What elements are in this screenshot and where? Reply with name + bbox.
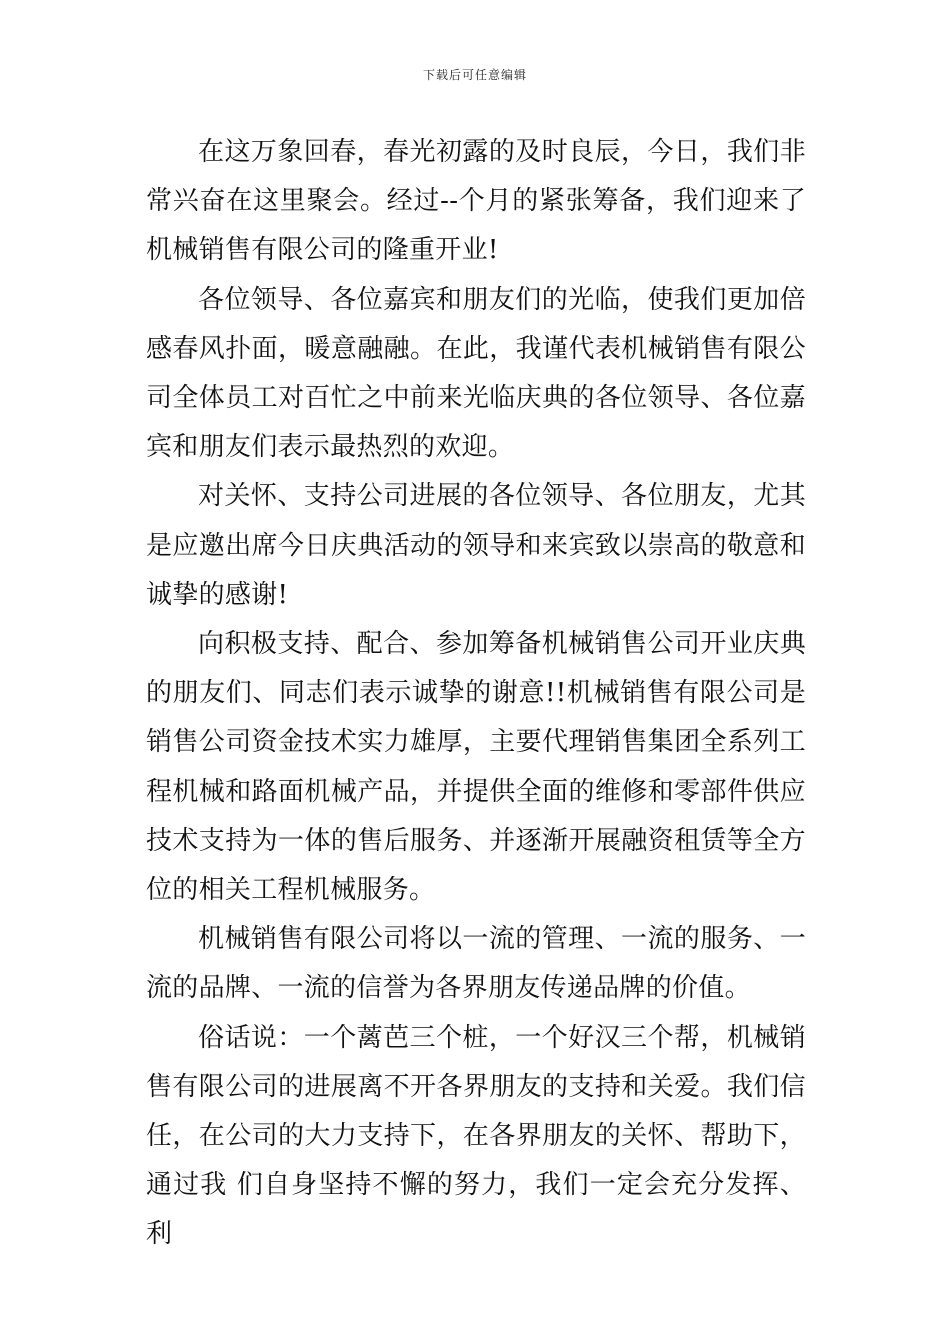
document-body bbox=[146, 128, 806, 1260]
paragraph: 在这万象回春，春光初露的及时良辰，今日，我们非常兴奋在这里聚会。经过--个月的紧张筹备，我们迎来了机械销售有限公司的隆重开业! bbox=[146, 137, 806, 266]
header-note: 下载后可任意编辑 bbox=[422, 68, 527, 82]
paragraph: 对关怀、支持公司进展的各位领导、各位朋友，尤其是应邀出席今日庆典活动的领导和来宾致以崇高的敬意和诚挚的感谢! bbox=[146, 481, 806, 610]
paragraph: 机械销售有限公司将以一流的管理、一流的服务、一流的品牌、一流的信誉为各界朋友传递品牌的价值。 bbox=[146, 924, 806, 1004]
paragraph: 向积极支持、配合、参加筹备机械销售公司开业庆典的朋友们、同志们表示诚挚的谢意!!机械销售有限公司是销售公司资金技术实力雄厚，主要代理销售集团全系列工程机械和路面机械产品，并提供全面的维修和零部件供应技术支持为一体的售后服务、并逐渐开展融资租赁等全方位的相关工程机械服务。 bbox=[146, 629, 806, 906]
paragraph: 各位领导、各位嘉宾和朋友们的光临，使我们更加倍感春风扑面，暖意融融。在此，我谨代表机械销售有限公司全体员工对百忙之中前来光临庆典的各位领导、各位嘉宾和朋友们表示最热烈的欢迎。 bbox=[146, 284, 806, 463]
paragraph: 俗话说：一个蓠芭三个桩，一个好汉三个帮，机械销售有限公司的进展离不开各界朋友的支持和关爱。我们信任，在公司的大力支持下，在各界朋友的关怀、帮助下，通过我 们自身坚持不懈的努力，我们一定会充分发挥、利 bbox=[146, 1022, 806, 1250]
